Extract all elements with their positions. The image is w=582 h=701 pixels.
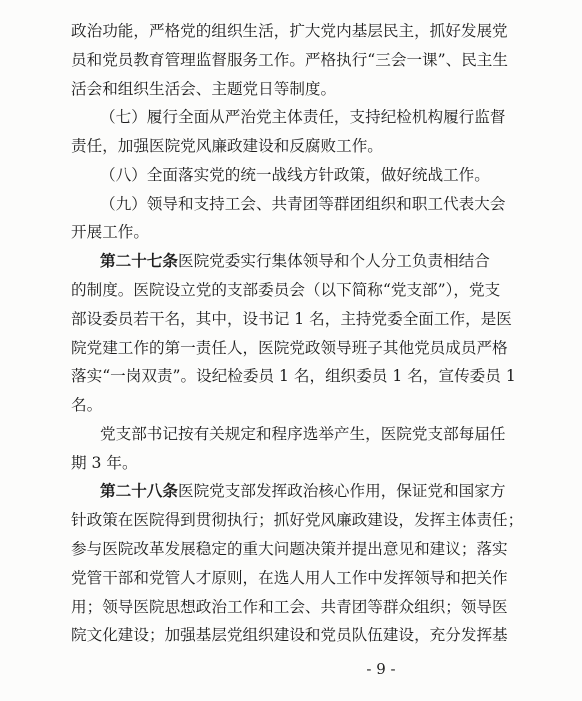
paragraph-line: 用；领导医院思想政治工作和工会、共青团等群众组织；领导医	[71, 597, 508, 616]
paragraph-line: 院党建工作的第一责任人，医院党政领导班子其他党员成员严格	[71, 338, 508, 357]
clause-nine-line: （九）领导和支持工会、共青团等群团组织和职工代表大会	[100, 194, 506, 213]
paragraph-line: 政治功能，严格党的组织生活，扩大党内基层民主，抓好发展党	[71, 22, 508, 40]
article-28-heading: 第二十八条	[100, 482, 178, 501]
paragraph-line: 责任，加强医院党风廉政建设和反腐败工作。	[71, 137, 383, 156]
paragraph-line: 党管干部和党管人才原则，在选人用人工作中发挥领导和把关作	[71, 568, 508, 587]
paragraph-line: 名。	[71, 396, 103, 414]
paragraph-line: 开展工作。	[71, 223, 149, 242]
paragraph-line: 针政策在医院得到贯彻执行；抓好党风廉政建设，发挥主体责任；	[71, 511, 524, 530]
clause-seven-line: （七）履行全面从严治党主体责任，支持纪检机构履行监督	[100, 108, 506, 127]
paragraph-line: 的制度。医院设立党的支部委员会（以下简称“党支部”），党支	[71, 281, 501, 299]
paragraph-line: 党支部书记按有关规定和程序选举产生，医院党支部每届任	[100, 424, 506, 443]
paragraph-line: 落实“一岗双责”。设纪检委员 1 名，组织委员 1 名，宣传委员 1	[71, 367, 516, 386]
paragraph-line: 期 3 年。	[71, 453, 138, 472]
paragraph-line: 员和党员教育管理监督服务工作。严格执行“三会一课”、民主生	[71, 50, 508, 69]
article-28-first-line: 第二十八条医院党支部发挥政治核心作用，保证党和国家方	[100, 482, 506, 501]
article-27-first-line: 第二十七条医院党委实行集体领导和个人分工负责相结合	[100, 252, 490, 271]
paragraph-line: 参与医院改革发展稳定的重大问题决策并提出意见和建议；落实	[71, 539, 508, 558]
paragraph-line: 部设委员若干名，其中，设书记 1 名，主持党委全面工作，是医	[71, 309, 512, 328]
article-27-heading: 第二十七条	[100, 252, 178, 271]
clause-eight-line: （八）全面落实党的统一战线方针政策，做好统战工作。	[100, 165, 490, 184]
page-number: - 9 -	[366, 660, 396, 678]
paragraph-line: 活会和组织生活会、主题党日等制度。	[71, 79, 337, 98]
paragraph-line: 院文化建设；加强基层党组织建设和党员队伍建设，充分发挥基	[71, 626, 508, 645]
